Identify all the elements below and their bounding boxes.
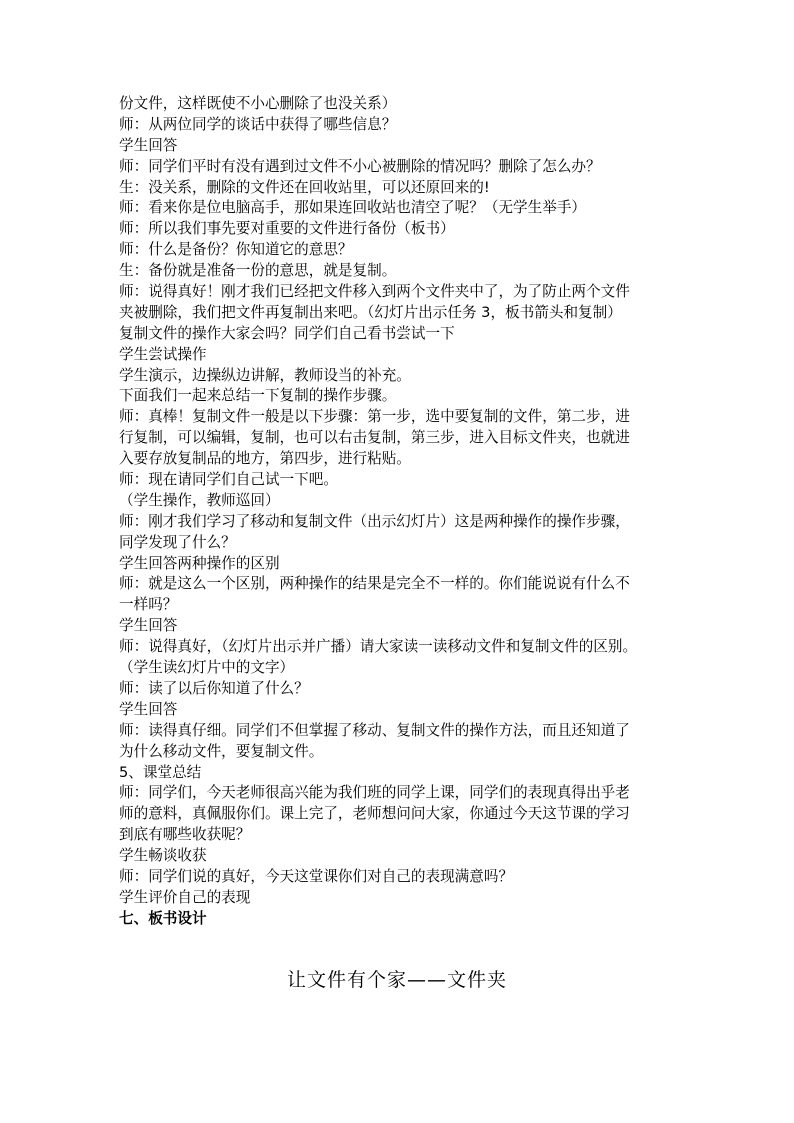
text-line: 学生畅谈收获 <box>119 847 207 865</box>
text-line: 师：真棒！复制文件一般是以下步骤：第一步，选中要复制的文件，第二步，进 <box>119 408 630 426</box>
text-line: 复制文件的操作大家会吗？同学们自己看书尝试一下 <box>119 324 455 342</box>
text-line: 学生回答两种操作的区别 <box>119 554 280 572</box>
text-line: 一样吗？ <box>119 596 178 614</box>
text-line: 师：就是这么一个区别，两种操作的结果是完全不一样的。你们能说说有什么不 <box>119 575 630 593</box>
text-line: 行复制，可以编辑，复制，也可以右击复制，第三步，进入目标文件夹，也就进 <box>119 429 630 447</box>
text-line: 师：同学们，今天老师很高兴能为我们班的同学上课，同学们的表现真得出乎老 <box>119 784 630 802</box>
text-line: 师：同学们说的真好，今天这堂课你们对自己的表现满意吗？ <box>119 867 514 885</box>
text-line: 师：刚才我们学习了移动和复制文件（出示幻灯片）这是两种操作的操作步骤， <box>119 512 630 530</box>
text-line: 师：所以我们事先要对重要的文件进行备份（板书） <box>119 220 455 238</box>
text-line: 师：读了以后你知道了什么？ <box>119 679 309 697</box>
text-line: 同学发现了什么？ <box>119 533 236 551</box>
text-line: 学生回答 <box>119 700 178 718</box>
text-line: 生：备份就是准备一份的意思，就是复制。 <box>119 262 397 280</box>
text-line: （学生操作，教师巡回） <box>119 491 280 509</box>
text-line: 师：现在请同学们自己试一下吧。 <box>119 471 338 489</box>
text-line: 学生回答 <box>119 617 178 635</box>
text-line: 师：说得真好，（幻灯片出示并广播）请大家读一读移动文件和复制文件的区别。 <box>119 638 638 656</box>
text-line: 为什么移动文件，要复制文件。 <box>119 742 324 760</box>
text-line: 学生尝试操作 <box>119 345 207 363</box>
text-line: 入要存放复制品的地方，第四步，进行粘贴。 <box>119 450 411 468</box>
board-design-title: 让文件有个家——文件夹 <box>286 969 507 991</box>
text-line: 师：说得真好！刚才我们已经把文件移入到两个文件夹中了，为了防止两个文件 <box>119 283 630 301</box>
section-heading: 七、板书设计 <box>119 909 207 927</box>
text-line: （学生读幻灯片中的文字） <box>119 659 295 677</box>
text-line: 夹被删除，我们把文件再复制出来吧。（幻灯片出示任务 3，板书箭头和复制） <box>119 303 622 321</box>
text-line: 师：从两位同学的谈话中获得了哪些信息？ <box>119 115 397 133</box>
text-line: 师：读得真仔细。同学们不但掌握了移动、复制文件的操作方法，而且还知道了 <box>119 721 630 739</box>
text-line: 生：没关系，删除的文件还在回收站里，可以还原回来的! <box>119 178 490 196</box>
text-line: 师：看来你是位电脑高手，那如果连回收站也清空了呢？（无学生举手） <box>119 199 587 217</box>
text-line: 师的意料，真佩服你们。课上完了，老师想问问大家，你通过今天这节课的学习 <box>119 805 630 823</box>
text-line: 学生评价自己的表现 <box>119 888 251 906</box>
text-line: 到底有哪些收获呢？ <box>119 826 251 844</box>
text-line: 师：同学们平时有没有遇到过文件不小心被删除的情况吗？删除了怎么办？ <box>119 157 601 175</box>
document-body <box>119 94 694 930</box>
text-line: 5、课堂总结 <box>119 763 202 781</box>
text-line: 师：什么是备份？你知道它的意思？ <box>119 241 353 259</box>
text-line: 下面我们一起来总结一下复制的操作步骤。 <box>119 387 397 405</box>
text-line: 学生演示，边操纵边讲解，教师设当的补充。 <box>119 366 411 384</box>
text-line: 份文件，这样既使不小心删除了也没关系） <box>119 95 397 112</box>
text-line: 学生回答 <box>119 136 178 154</box>
